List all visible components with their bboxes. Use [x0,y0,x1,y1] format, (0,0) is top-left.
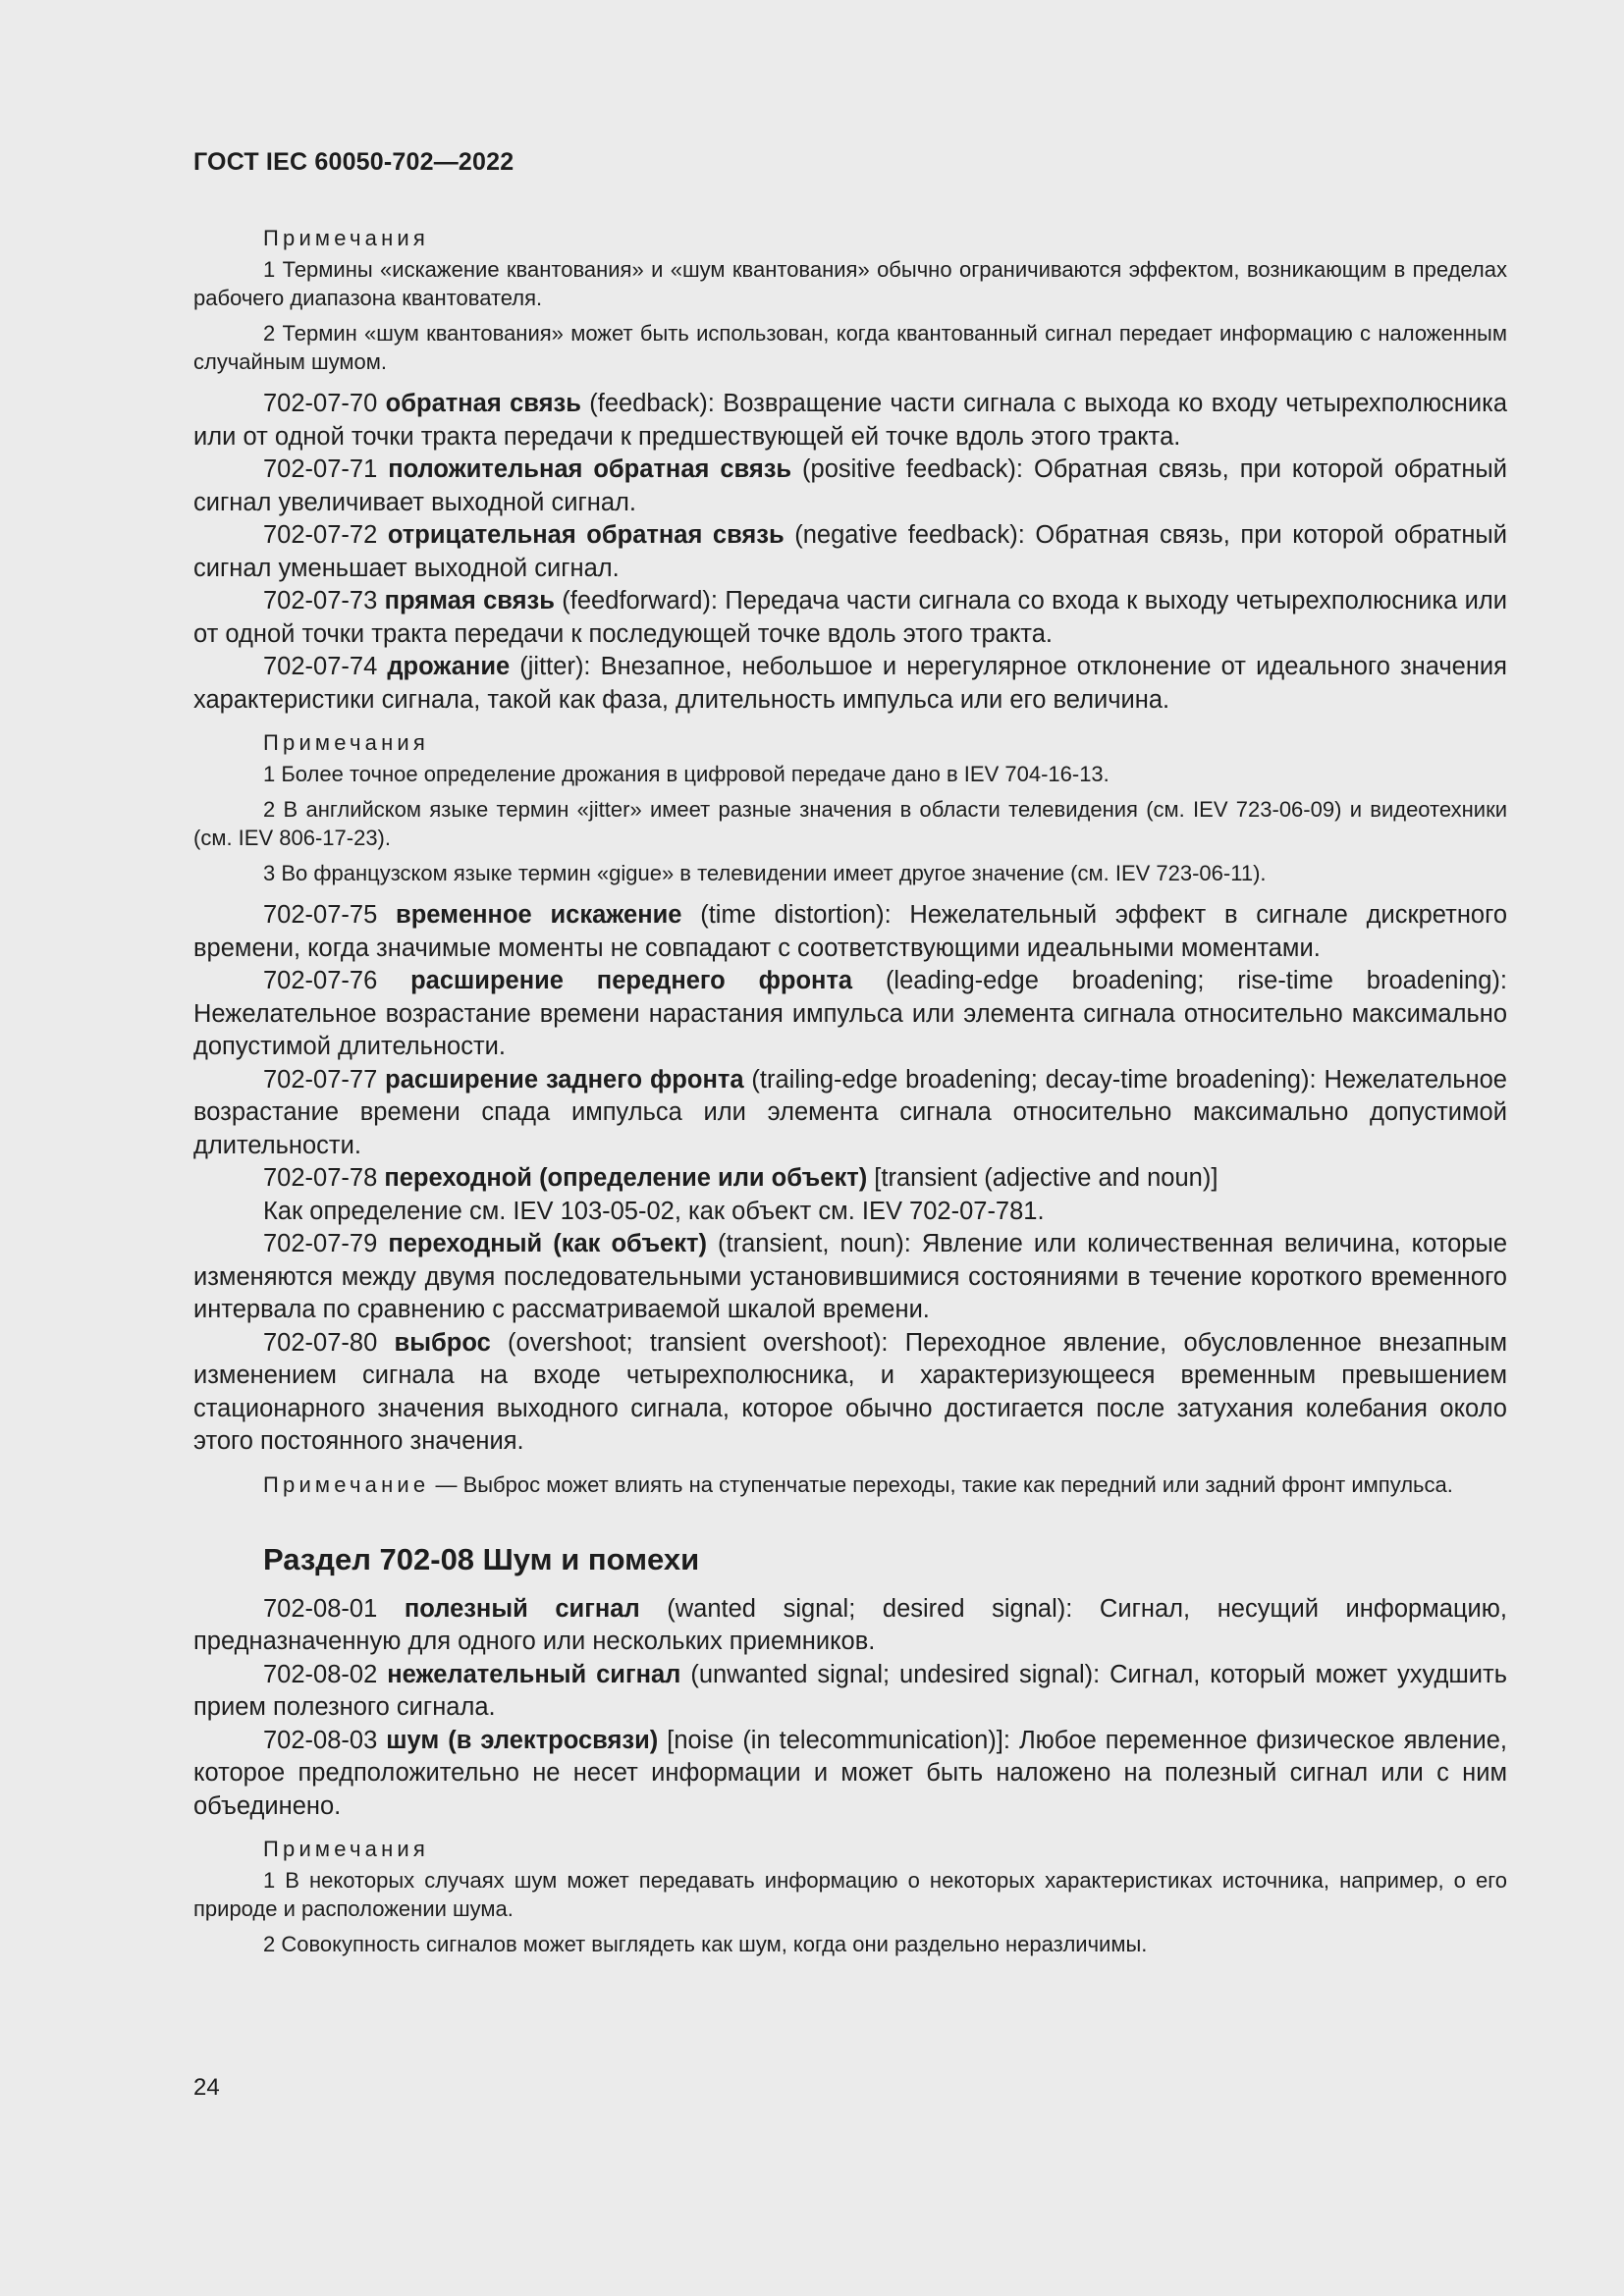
term-number: 702-07-75 [263,901,397,929]
term-entry [193,519,1507,585]
notes-heading: Примечания [263,730,430,755]
term-definition: (trailing-edge broadening; decay-time broadening): Нежелательное возрастание времени спада импульса или элемента сигнала относительно максимально допустимой длительности. [193,1065,1507,1159]
term-definition: (overshoot; transient overshoot): Переходное явление, обусловленное внезапным изменением сигнала на входе четырехполюсника, и характеризующееся временным превышением стационарного значения выходного сигнала, которое обычно достигается после затухания колебания около этого постоянного значения. [193,1328,1507,1455]
section-title: Раздел 702-08 Шум и помехи [263,1541,700,1576]
term-definition: (negative feedback): Обратная связь, при которой обратный сигнал уменьшает выходной сигнал. [193,521,1507,582]
term-name: расширение переднего фронта [410,967,853,994]
term-name: обратная связь [385,390,581,417]
term-name: полезный сигнал [404,1594,640,1623]
term-number: 702-07-70 [263,390,386,417]
term-definition: (feedback): Возвращение части сигнала с выхода ко входу четырехполюсника или от одной точки тракта передачи к предшествующей ей точке вдоль этого тракта. [193,390,1508,451]
term-number: 702-07-76 [263,967,411,994]
note-item: 2 Совокупность сигналов может выглядеть как шум, когда они раздельно неразличимы. [263,1932,1148,1956]
term-name: нежелательный сигнал [387,1660,681,1688]
note-text: — Выброс может влиять на ступенчатые переходы, такие как передний или задний фронт импульса. [429,1471,1453,1497]
note-label: Примечание [263,1471,430,1497]
term-name: переходной (определение или объект) [384,1164,868,1192]
note-item: 2 В английском языке термин «jitter» имеет разные значения в области телевидения (см. IEV 723-06-09) и видеотехники (см. IEV 806-17-23). [193,797,1507,850]
content-flow [193,224,1507,1958]
term-name: шум (в электросвязи) [386,1726,659,1754]
term-definition: [noise (in telecommunication)]: Любое переменное физическое явление, которое предположительно не несет информации и может быть наложено на полезный сигнал или с ним объединено. [193,1726,1508,1820]
term-number: 702-07-80 [263,1328,395,1357]
term-definition: (feedforward): Передача части сигнала со входа к выходу четырехполюсника или от одной точки тракта передачи к последующей точке вдоль этого тракта. [193,587,1508,648]
term-definition: (positive feedback): Обратная связь, при которой обратный сигнал увеличивает выходной сигнал. [193,455,1507,516]
term-entry [193,1064,1507,1163]
term-number: 702-07-73 [263,587,385,614]
term-name: временное искажение [396,901,682,929]
term-name: прямая связь [384,587,555,614]
term-number: 702-08-03 [263,1726,387,1754]
term-entry [193,585,1507,651]
term-definition: (leading-edge broadening; rise-time broadening): Нежелательное возрастание времени нарастания импульса или элемента сигнала относительно максимально допустимой длительности. [193,967,1507,1060]
term-name: положительная обратная связь [388,455,792,483]
term-name: расширение заднего фронта [385,1065,744,1094]
term-entry [193,1725,1507,1824]
term-definition: [transient (adjective and noun)] [867,1164,1218,1192]
document-header: ГОСТ IEC 60050-702—2022 [193,148,514,176]
term-definition: (jitter): Внезапное, небольшое и нерегулярное отклонение от идеального значения характеристики сигнала, такой как фаза, длительность импульса или его величина. [193,653,1507,714]
term-name: дрожание [387,653,511,680]
term-entry [193,454,1507,519]
term-entry [193,1162,1507,1196]
term-definition: (time distortion): Нежелательный эффект в сигнале дискретного времени, когда значимые моменты не совпадают с соответствующими идеальными моментами. [193,901,1508,962]
term-number: 702-07-72 [263,521,388,549]
page-number: 24 [193,2074,220,2101]
term-number: 702-07-74 [263,653,388,680]
term-definition: (unwanted signal; undesired signal): Сигнал, который может ухудшить прием полезного сигнала. [193,1660,1508,1721]
term-number: 702-07-71 [263,455,389,483]
term-number: 702-07-78 [263,1164,385,1192]
term-entry [193,1228,1507,1327]
term-entry [193,965,1507,1064]
term-name: переходный (как объект) [388,1230,707,1257]
note-item: 3 Во французском языке термин «gigue» в телевидении имеет другое значение (см. IEV 723-06-11). [263,861,1267,885]
term-entry [193,1327,1507,1459]
notes-heading: Примечания [263,226,430,250]
term-entry [193,651,1507,717]
note-item: 1 Более точное определение дрожания в цифровой передаче дано в IEV 704-16-13. [263,762,1110,786]
term-entry [193,1593,1507,1659]
term-cross-reference: Как определение см. IEV 103-05-02, как объект см. IEV 702-07-781. [263,1197,1045,1225]
term-number: 702-07-79 [263,1230,389,1257]
term-definition: (transient, noun): Явление или количественная величина, которые изменяются между двумя последовательными установившимися состояниями в течение короткого временного интервала по сравнению с рассматриваемой шкалой времени. [193,1230,1507,1323]
term-entry [193,1659,1507,1725]
term-entry [193,388,1507,454]
notes-heading: Примечания [263,1837,430,1861]
term-name: выброс [394,1328,491,1357]
term-number: 702-07-77 [263,1065,386,1094]
note-item: 1 В некоторых случаях шум может передавать информацию о некоторых характеристиках источника, например, о его природе и расположении шума. [193,1868,1507,1921]
note-item: 1 Термины «искажение квантования» и «шум квантования» обычно ограничиваются эффектом, возникающим в пределах рабочего диапазона квантователя. [193,257,1507,310]
term-name: отрицательная обратная связь [387,521,785,549]
note-item: 2 Термин «шум квантования» может быть использован, когда квантованный сигнал передает информацию с наложенным случайным шумом. [193,321,1507,374]
term-definition: (wanted signal; desired signal): Сигнал, несущий информацию, предназначенную для одного или нескольких приемников. [193,1594,1508,1655]
note-inline [193,1470,1507,1499]
term-entry [193,899,1507,965]
term-number: 702-08-02 [263,1660,388,1688]
term-number: 702-08-01 [263,1594,405,1623]
